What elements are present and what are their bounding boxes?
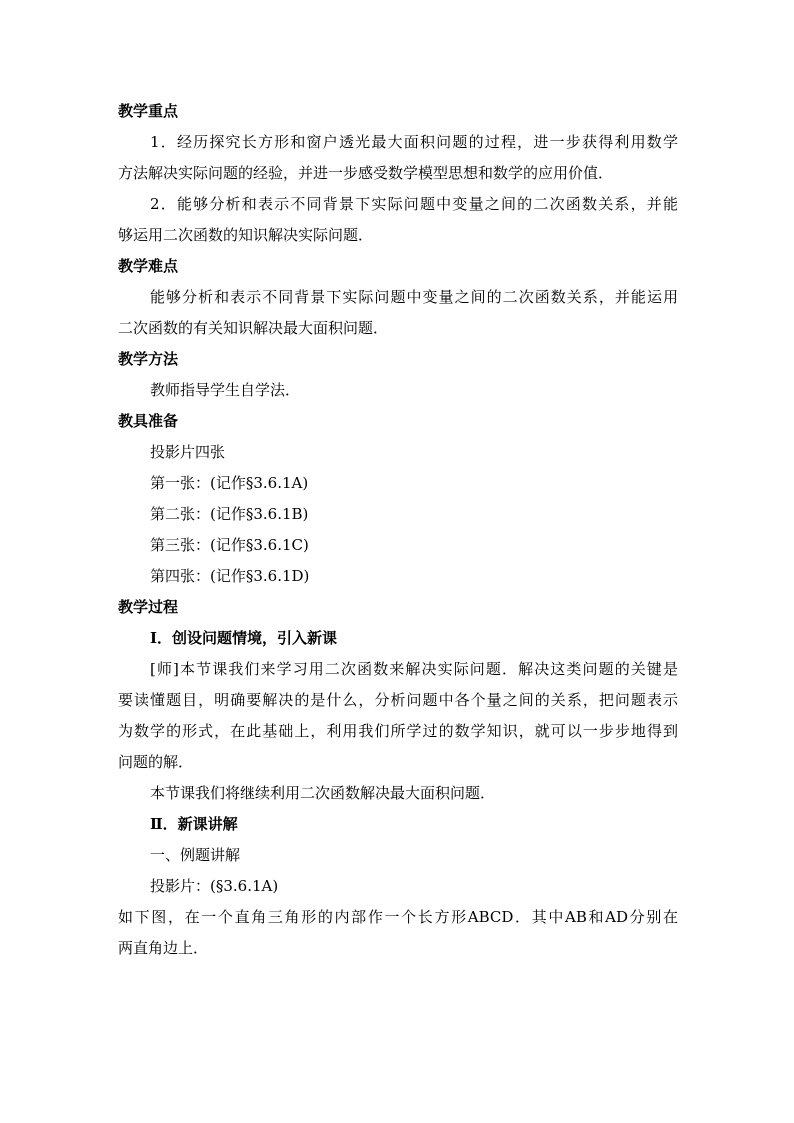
- tools-item-1: 第一张：(记作§3.6.1A): [150, 474, 309, 492]
- process-para-1-line-3: 为数学的形式，在此基础上，利用我们所学过的数学知识，就可以一步步地得到: [118, 722, 678, 740]
- process-section-2-line-3: 如下图，在一个直角三角形的内部作一个长方形ABCD．其中AB和AD分别在: [118, 908, 678, 926]
- process-subheading-1: Ⅰ．创设问题情境，引入新课: [150, 629, 338, 647]
- difficulty-line-2: 二次函数的有关知识解决最大面积问题．: [118, 319, 389, 337]
- process-subheading-2: Ⅱ．新课讲解: [150, 815, 238, 833]
- tools-line-1: 投影片四张: [150, 443, 226, 461]
- tools-item-2: 第二张：(记作§3.6.1B): [150, 505, 309, 523]
- process-section-2-line-1: 一、例题讲解: [150, 846, 241, 864]
- document-page: [118, 96, 678, 964]
- heading-method: 教学方法: [118, 350, 179, 368]
- tools-item-3: 第三张：(记作§3.6.1C): [150, 536, 309, 554]
- method-line-1: 教师指导学生自学法．: [150, 381, 301, 399]
- process-para-1-line-4: 问题的解．: [118, 753, 194, 771]
- heading-key-points: 教学重点: [118, 102, 179, 120]
- process-section-2-line-4: 两直角边上．: [118, 939, 209, 957]
- key-point-2-line-1: 2．能够分析和表示不同背景下实际问题中变量之间的二次函数关系，并能: [150, 195, 678, 213]
- heading-difficulty: 教学难点: [118, 257, 179, 275]
- process-para-1-line-2: 要读懂题目，明确要解决的是什么，分析问题中各个量之间的关系，把问题表示: [118, 691, 678, 709]
- heading-process: 教学过程: [118, 598, 179, 616]
- key-point-1-line-2: 方法解决实际问题的经验，并进一步感受数学模型思想和数学的应用价值．: [118, 164, 614, 182]
- difficulty-line-1: 能够分析和表示不同背景下实际问题中变量之间的二次函数关系，并能运用: [150, 288, 678, 306]
- key-point-1-line-1: 1．经历探究长方形和窗户透光最大面积问题的过程，进一步获得利用数学: [150, 133, 678, 151]
- process-para-2-line-1: 本节课我们将继续利用二次函数解决最大面积问题．: [150, 784, 496, 802]
- process-section-2-line-2: 投影片：(§3.6.1A): [150, 877, 279, 895]
- heading-tools: 教具准备: [118, 412, 179, 430]
- tools-item-4: 第四张：(记作§3.6.1D): [150, 567, 310, 585]
- key-point-2-line-2: 够运用二次函数的知识解决实际问题．: [118, 226, 374, 244]
- process-para-1-line-1: [师]本节课我们来学习用二次函数来解决实际问题．解决这类问题的关键是: [150, 660, 678, 678]
